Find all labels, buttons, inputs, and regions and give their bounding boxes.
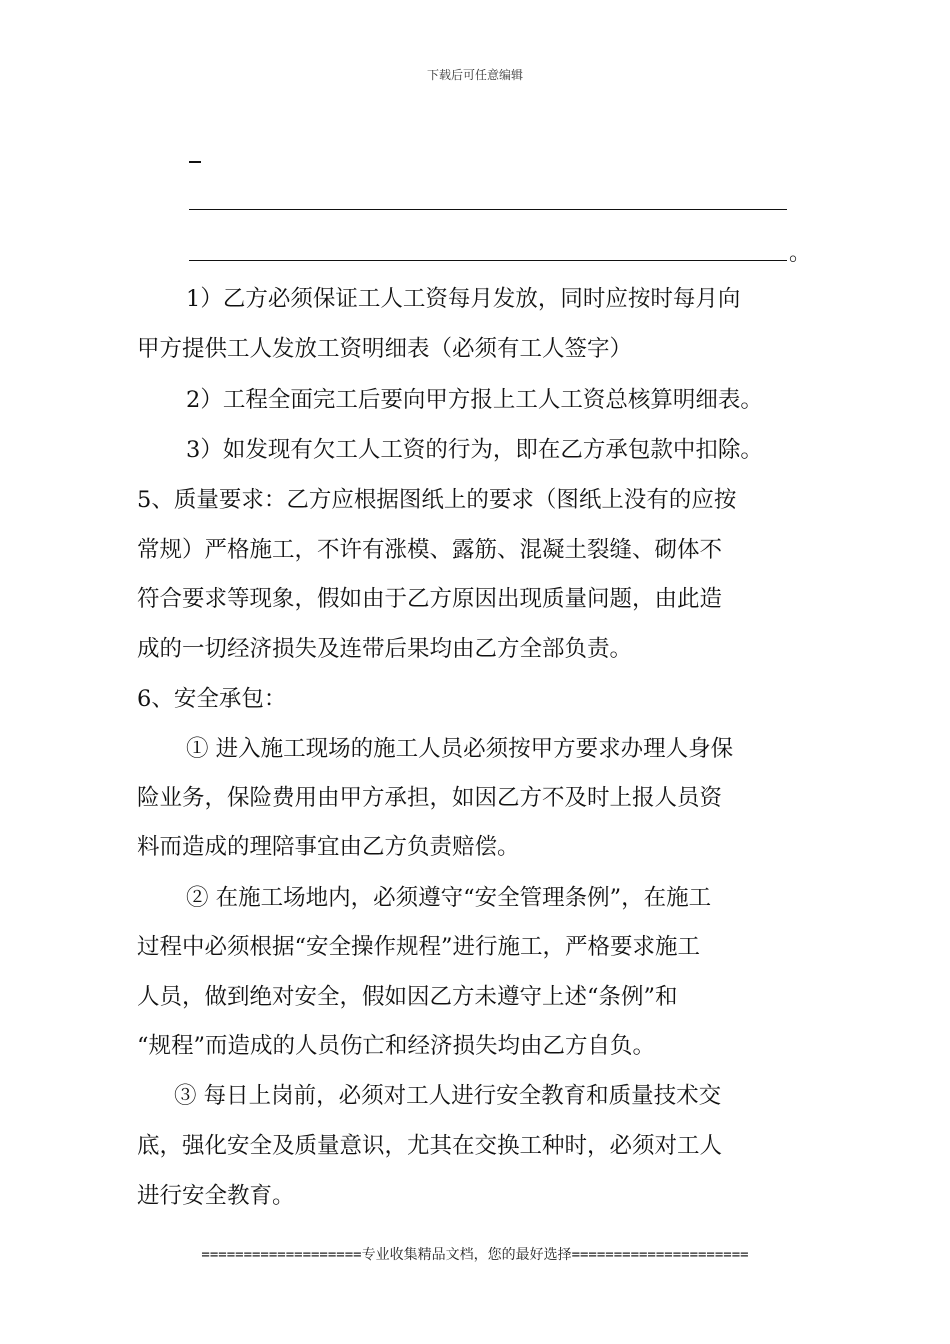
body-line: ① 进入施工现场的施工人员必须按甲方要求办理人身保 bbox=[186, 736, 734, 762]
section-heading: 6、安全承包： bbox=[137, 686, 287, 712]
body-line: ② 在施工场地内，必须遵守“安全管理条例”，在施工 bbox=[186, 885, 712, 911]
body-line: ③ 每日上岗前，必须对工人进行安全教育和质量技术交 bbox=[174, 1083, 722, 1109]
body-line: 常规）严格施工，不许有涨模、露筋、混凝土裂缝、砌体不 bbox=[137, 537, 723, 563]
body-line: 过程中必须根据“安全操作规程”进行施工，严格要求施工 bbox=[137, 934, 701, 960]
body-line: 进行安全教育。 bbox=[137, 1183, 295, 1209]
body-line: 3）如发现有欠工人工资的行为，即在乙方承包款中扣除。 bbox=[186, 437, 763, 463]
fill-in-end-mark: 。 bbox=[789, 241, 812, 266]
page-footer-note: ===================专业收集精品文档，您的最好选择===================== bbox=[201, 1247, 749, 1263]
body-line: 5、质量要求：乙方应根据图纸上的要求（图纸上没有的应按 bbox=[137, 487, 737, 513]
body-line: 成的一切经济损失及连带后果均由乙方全部负责。 bbox=[137, 636, 633, 662]
body-line: “规程”而造成的人员伤亡和经济损失均由乙方自负。 bbox=[137, 1033, 656, 1059]
body-line: 1）乙方必须保证工人工资每月发放，同时应按时每月向 bbox=[186, 286, 741, 312]
body-line: 底，强化安全及质量意识，尤其在交换工种时，必须对工人 bbox=[137, 1133, 723, 1159]
body-line: 料而造成的理陪事宜由乙方负责赔偿。 bbox=[137, 834, 520, 860]
body-line: 险业务，保险费用由甲方承担，如因乙方不及时上报人员资 bbox=[137, 785, 723, 811]
page-header-note: 下载后可任意编辑 bbox=[426, 68, 523, 82]
body-line: 人员，做到绝对安全，假如因乙方未遵守上述“条例”和 bbox=[137, 984, 678, 1010]
body-line: 符合要求等现象，假如由于乙方原因出现质量问题，由此造 bbox=[137, 586, 723, 612]
body-line: 甲方提供工人发放工资明细表（必须有工人签字） bbox=[137, 336, 633, 362]
body-line: 2）工程全面完工后要向甲方报上工人工资总核算明细表。 bbox=[186, 387, 763, 413]
